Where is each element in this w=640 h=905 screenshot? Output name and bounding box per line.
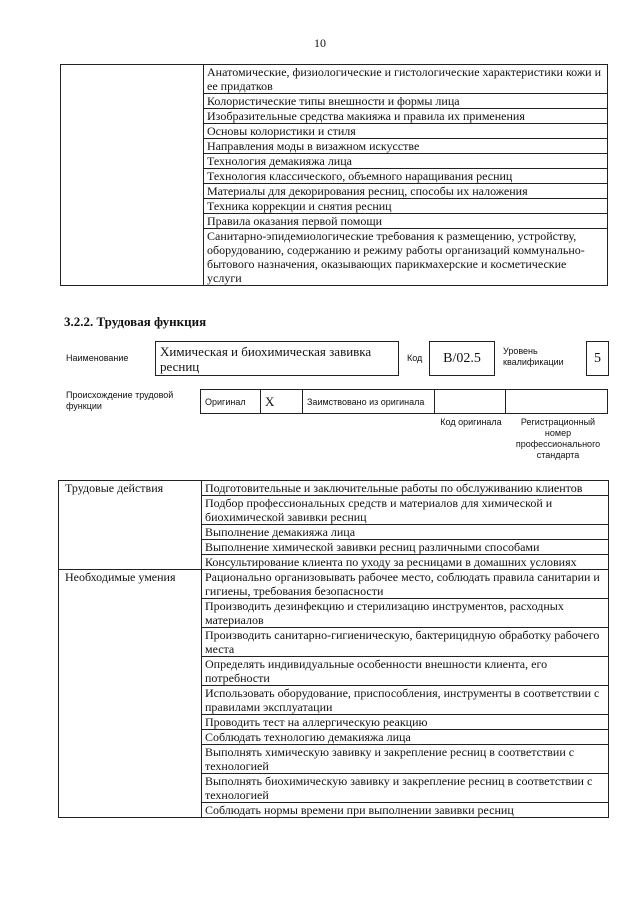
original-label: Оригинал	[201, 390, 261, 414]
original-code-cell	[435, 390, 506, 414]
origin-table	[200, 389, 608, 414]
knowledge-item: Анатомические, физиологические и гистологические характеристики кожи и ее придатков	[204, 65, 608, 94]
level-label: Уровень квалификации	[503, 346, 564, 367]
original-mark: X	[261, 390, 303, 414]
page-number: 10	[314, 36, 326, 50]
section-item: Выполнять химическую завивку и закрепление ресниц в соответствии с технологией	[202, 745, 609, 774]
function-code-value: B/02.5	[443, 350, 481, 366]
knowledge-item: Санитарно-эпидемиологические требования к размещению, устройству, оборудованию, содержанию и режиму работы организаций коммунально-бытового назначения, оказывающих парикмахерские и косметические услуги	[204, 229, 608, 286]
knowledge-label-cell	[61, 65, 204, 286]
knowledge-item: Техника коррекции и снятия ресниц	[204, 199, 608, 214]
section-item: Производить санитарно-гигиеническую, бактерицидную обработку рабочего места	[202, 628, 609, 657]
table-row	[59, 570, 609, 599]
section-item: Соблюдать нормы времени при выполнении завивки ресниц	[202, 803, 609, 818]
reg-number-cell	[506, 390, 608, 414]
section-item: Выполнение демакияжа лица	[202, 525, 609, 540]
knowledge-item: Основы колористики и стиля	[204, 124, 608, 139]
section-label: Необходимые умения	[59, 570, 202, 818]
section-item: Определять индивидуальные особенности внешности клиента, его потребности	[202, 657, 609, 686]
knowledge-item: Направления моды в визажном искусстве	[204, 139, 608, 154]
knowledge-item: Колористические типы внешности и формы лица	[204, 94, 608, 109]
function-name-box	[155, 341, 399, 376]
knowledge-table	[60, 64, 608, 286]
section-item: Подготовительные и заключительные работы по обслуживанию клиентов	[202, 481, 609, 496]
function-level-value: 5	[594, 350, 601, 366]
knowledge-item: Технология демакияжа лица	[204, 154, 608, 169]
section-item: Использовать оборудование, приспособления, инструменты в соответствии с правилами эксплуатации	[202, 686, 609, 715]
section-item: Выполнение химической завивки ресниц различными способами	[202, 540, 609, 555]
section-title: 3.2.2. Трудовая функция	[64, 314, 207, 329]
knowledge-item: Технология классического, объемного наращивания ресниц	[204, 169, 608, 184]
knowledge-item: Материалы для декорирования ресниц, способы их наложения	[204, 184, 608, 199]
function-code-box	[429, 341, 495, 376]
section-item: Производить дезинфекцию и стерилизацию инструментов, расходных материалов	[202, 599, 609, 628]
section-item: Рационально организовывать рабочее место, соблюдать правила санитарии и гигиены, требования безопасности	[202, 570, 609, 599]
borrowed-label: Заимствовано из оригинала	[303, 390, 435, 414]
function-level-box	[586, 341, 609, 376]
reg-caption: Регистрационный номер профессионального стандарта	[515, 417, 601, 460]
section-item: Консультирование клиента по уходу за ресницами в домашних условиях	[202, 555, 609, 570]
knowledge-item: Изобразительные средства макияжа и правила их применения	[204, 109, 608, 124]
section-label: Трудовые действия	[59, 481, 202, 570]
knowledge-item: Правила оказания первой помощи	[204, 214, 608, 229]
origin-label: Происхождение трудовой функции	[66, 390, 174, 411]
name-label: Наименование	[66, 353, 129, 363]
function-table	[58, 480, 609, 818]
code-label: Код	[407, 353, 423, 363]
section-item: Подбор профессиональных средств и материалов для химической и биохимической завивки ресниц	[202, 496, 609, 525]
section-item: Проводить тест на аллергическую реакцию	[202, 715, 609, 730]
section-item: Выполнять биохимическую завивку и закрепление ресниц в соответствии с технологией	[202, 774, 609, 803]
section-item: Соблюдать технологию демакияжа лица	[202, 730, 609, 745]
function-name-value: Химическая и биохимическая завивка ресниц	[160, 344, 372, 374]
code-caption: Код оригинала	[440, 417, 502, 427]
knowledge-row	[61, 65, 608, 94]
table-row	[59, 481, 609, 496]
